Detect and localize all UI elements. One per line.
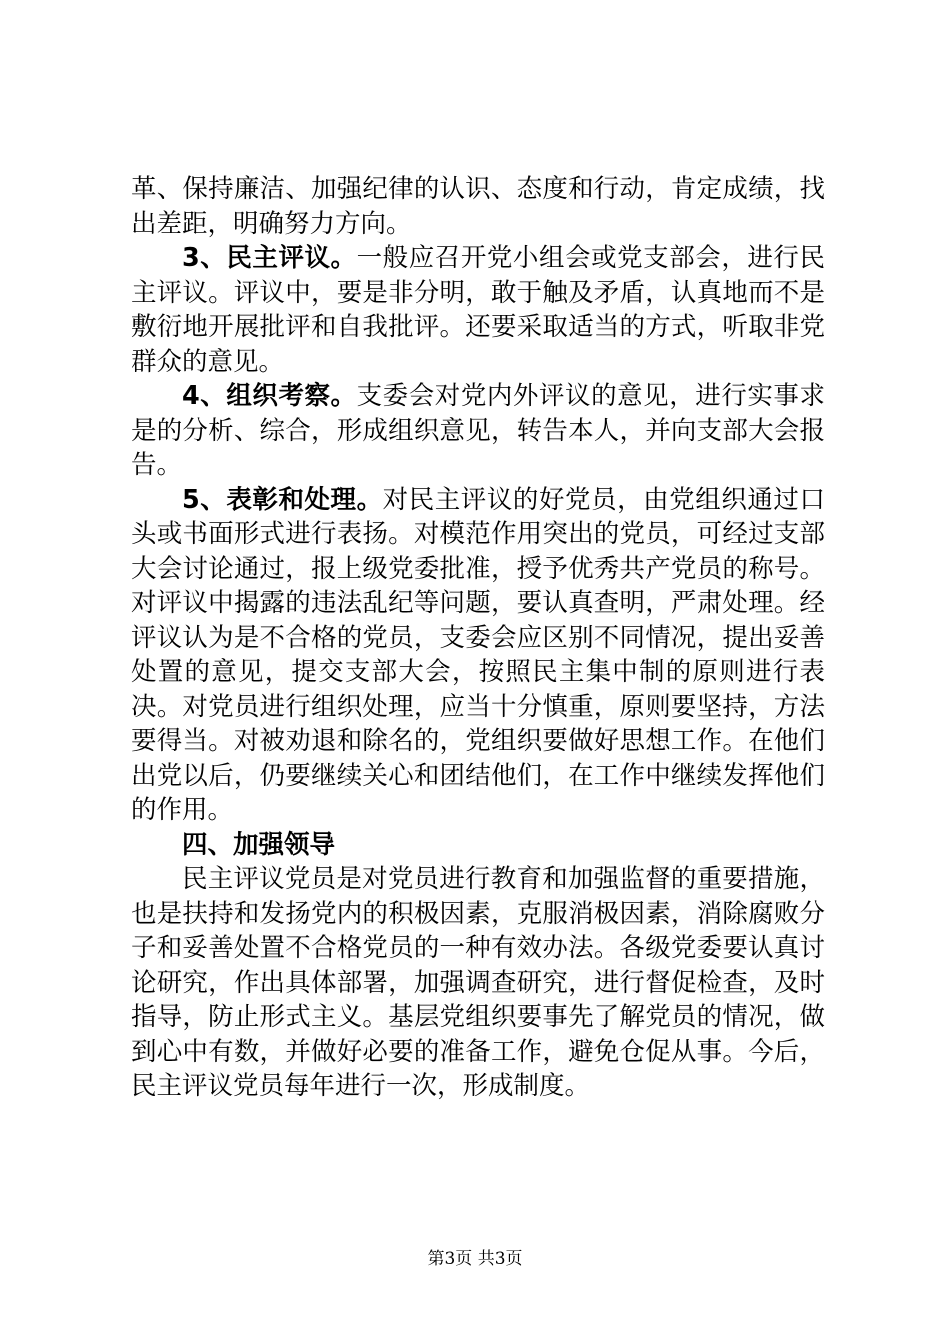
paragraph-text: 对民主评议的好党员，由党组织通过口头或书面形式进行表扬。对模范作用突出的党员，可经过支部大会讨论通过，报上级党委批准，授予优秀共产党员的称号。对评议中揭露的违法乱纪等问题，要认真查明，严肃处理。经评议认为是不合格的党员，支委会应区别不同情况，提出妥善处置的意见，提交支部大会，按照民主集中制的原则进行表决。对党员进行组织处理，应当十分慎重，原则要坚持，方法要得当。对被劝退和除名的，党组织要做好思想工作。在他们出党以后，仍要继续关心和团结他们，在工作中继续发挥他们的作用。 xyxy=(131,484,825,825)
document-body xyxy=(131,172,825,1104)
paragraph-commendation xyxy=(131,483,825,828)
paragraph-leadership: 民主评议党员是对党员进行教育和加强监督的重要措施，也是扶持和发扬党内的积极因素，克服消极因素，消除腐败分子和妥善处置不合格党员的一种有效办法。各级党委要认真讨论研究，作出具体部署，加强调查研究，进行督促检查，及时指导，防止形式主义。基层党组织要事先了解党员的情况，做到心中有数，并做好必要的准备工作，避免仓促从事。今后，民主评议党员每年进行一次，形成制度。 xyxy=(131,864,825,1101)
section-heading: 四、加强领导 xyxy=(182,829,336,860)
paragraph-democratic-review xyxy=(131,241,825,379)
paragraph-text: 一般应召开党小组会或党支部会，进行民主评议。评议中，要是非分明，敢于触及矛盾，认真地而不是敷衍地开展批评和自我批评。还要采取适当的方式，听取非党群众的意见。 xyxy=(131,243,825,377)
paragraph-text: 支委会对党内外评议的意见，进行实事求是的分析、综合，形成组织意见，转告本人，并向支部大会报告。 xyxy=(131,381,825,480)
page-footer: 第3页 共3页 xyxy=(427,1249,523,1269)
paragraph-lead: 4、组织考察。 xyxy=(182,381,357,411)
paragraph-organization-review xyxy=(131,379,825,483)
paragraph-lead: 5、表彰和处理。 xyxy=(182,484,383,515)
paragraph-continuation xyxy=(131,172,825,241)
paragraph-lead: 3、民主评议。 xyxy=(182,243,357,273)
paragraph-text: 革、保持廉洁、加强纪律的认识、态度和行动，肯定成绩，找出差距，明确努力方向。 xyxy=(131,174,825,239)
